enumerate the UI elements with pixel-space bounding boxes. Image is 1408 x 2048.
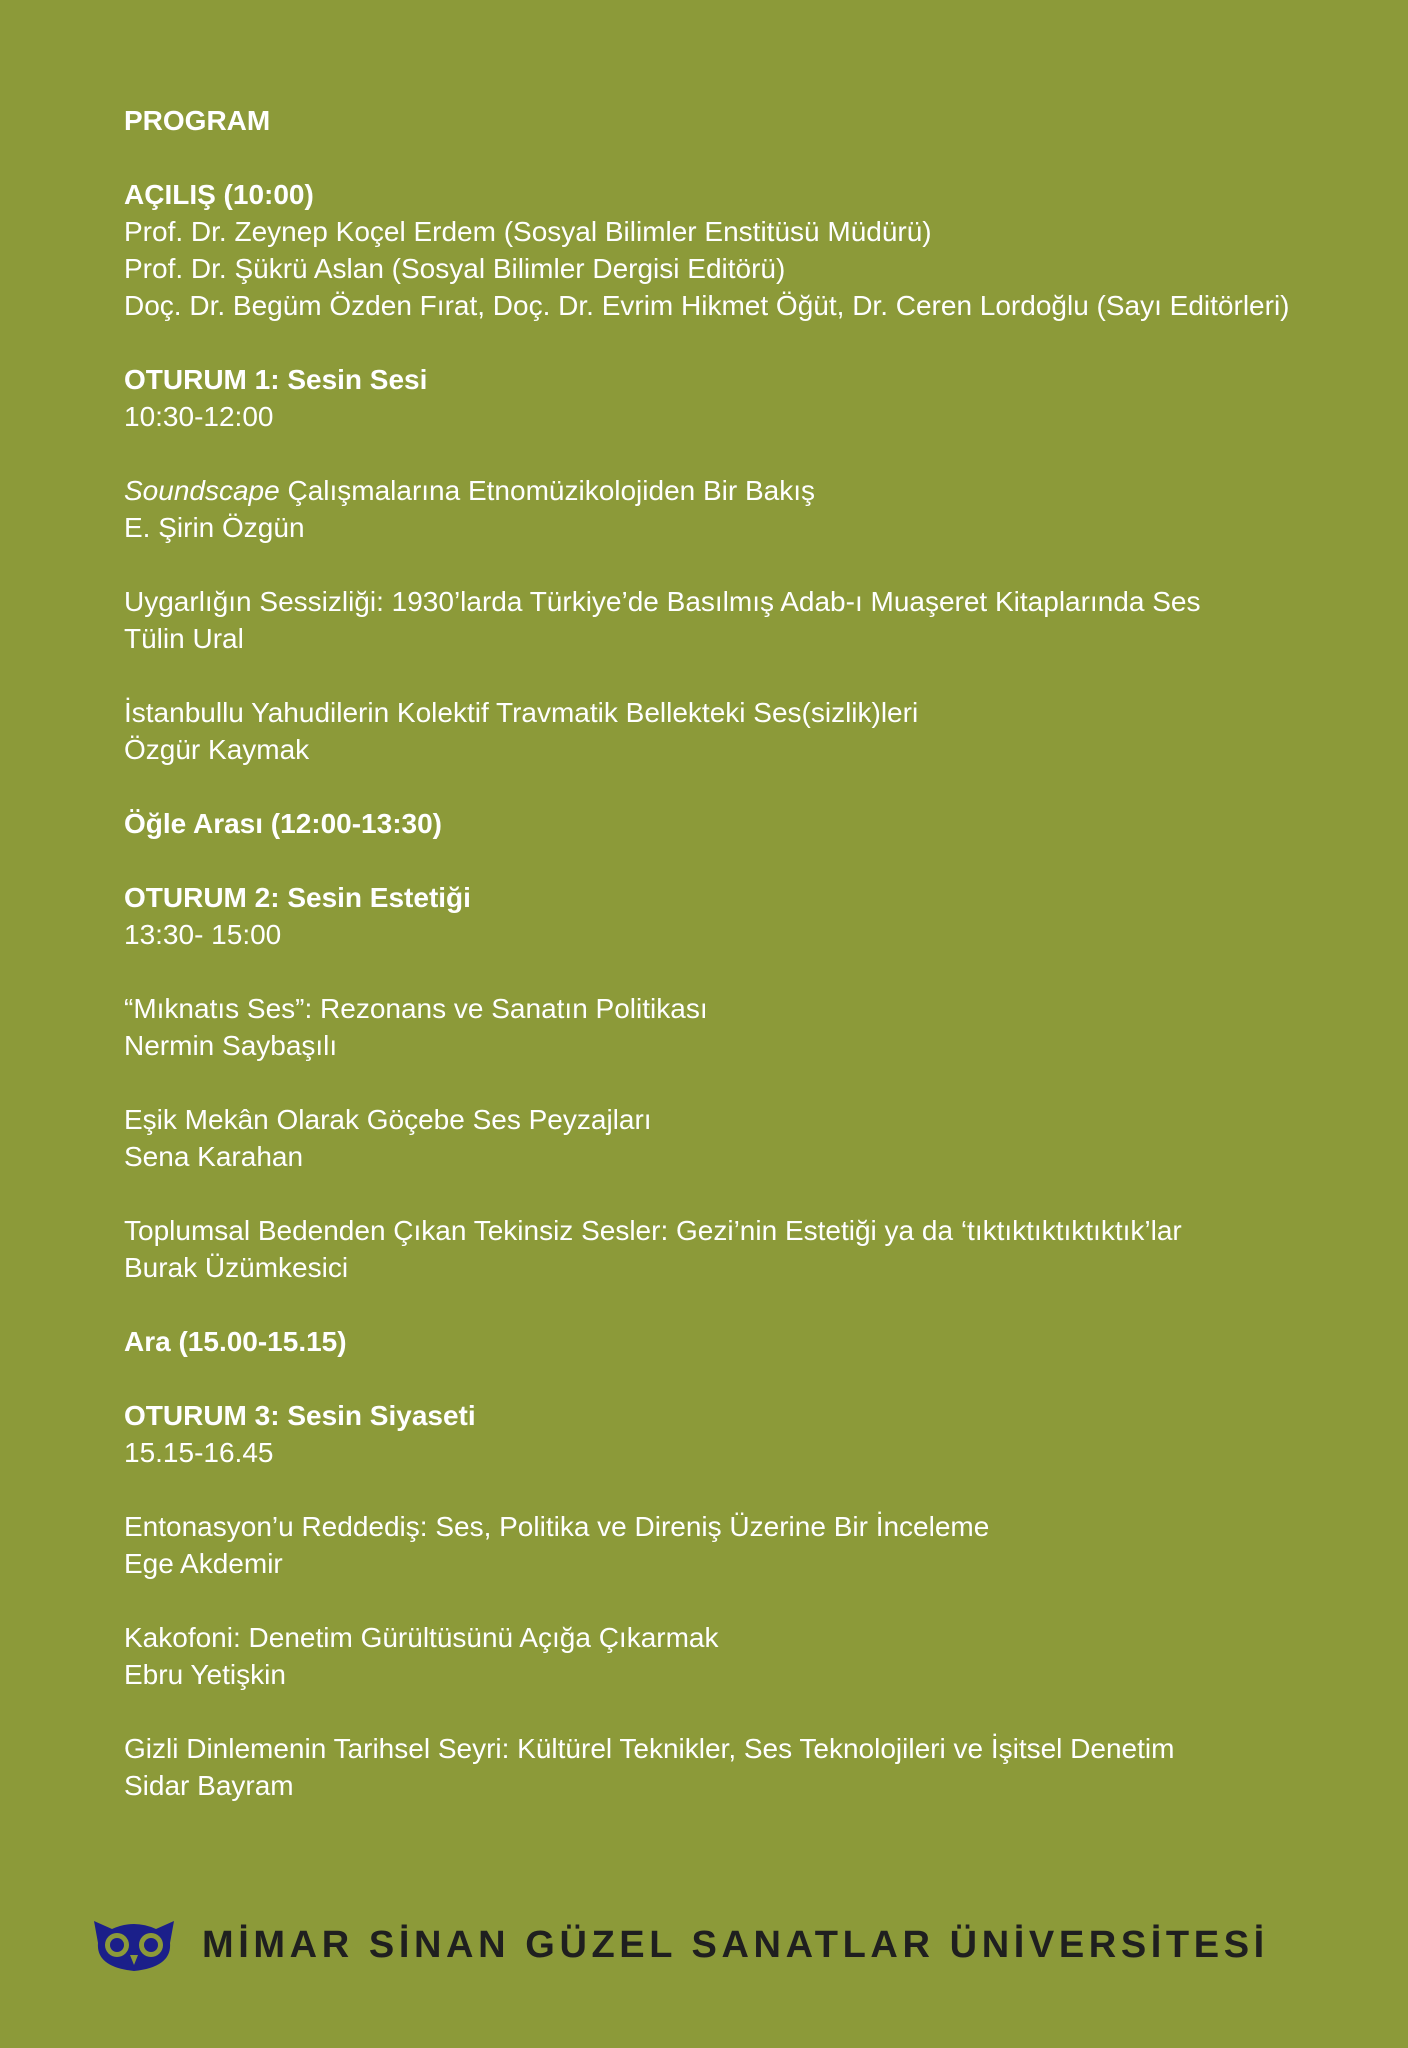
- talk-title-italic: Soundscape: [124, 475, 280, 506]
- opening-speaker: Prof. Dr. Şükrü Aslan (Sosyal Bilimler Dergisi Editörü): [124, 253, 786, 284]
- talk-title: “Mıknatıs Ses”: Rezonans ve Sanatın Politikası: [124, 993, 708, 1024]
- opening-speaker: Doç. Dr. Begüm Özden Fırat, Doç. Dr. Evrim Hikmet Öğüt, Dr. Ceren Lordoğlu (Sayı Editörleri): [124, 290, 1290, 321]
- talk-title: Toplumsal Bedenden Çıkan Tekinsiz Sesler: Gezi’nin Estetiği ya da ‘tıktıktıktıktıktık’lar: [124, 1215, 1182, 1246]
- talk-title: [124, 472, 1344, 509]
- talk-title: Eşik Mekân Olarak Göçebe Ses Peyzajları: [124, 1104, 652, 1135]
- footer: [92, 1915, 1269, 1975]
- university-name: MİMAR SİNAN GÜZEL SANATLAR ÜNİVERSİTESİ: [202, 1923, 1269, 1966]
- session-2-time: 13:30- 15:00: [124, 919, 282, 950]
- program-title: PROGRAM: [124, 105, 271, 136]
- talk-title: Gizli Dinlemenin Tarihsel Seyri: Kültürel Teknikler, Ses Teknolojileri ve İşitsel Denetim: [124, 1733, 1175, 1764]
- owl-logo-icon: [92, 1917, 176, 1973]
- talk-speaker: Ebru Yetişkin: [124, 1659, 286, 1690]
- session-3-time: 15.15-16.45: [124, 1437, 274, 1468]
- talk-speaker: Sidar Bayram: [124, 1770, 294, 1801]
- talk-title: Uygarlığın Sessizliği: 1930’larda Türkiye’de Basılmış Adab-ı Muaşeret Kitaplarında Ses: [124, 586, 1201, 617]
- talk-title-rest: Çalışmalarına Etnomüzikolojiden Bir Bakış: [279, 475, 816, 506]
- talk-speaker: Sena Karahan: [124, 1141, 304, 1172]
- lunch-break: Öğle Arası (12:00-13:30): [124, 808, 442, 839]
- talk-speaker: Ege Akdemir: [124, 1548, 283, 1579]
- program-document: [124, 102, 1344, 1804]
- talk-speaker: Özgür Kaymak: [124, 734, 310, 765]
- coffee-break: Ara (15.00-15.15): [124, 1326, 347, 1357]
- talk-speaker: E. Şirin Özgün: [124, 512, 305, 543]
- talk-title: Kakofoni: Denetim Gürültüsünü Açığa Çıkarmak: [124, 1622, 719, 1653]
- talk-title: İstanbullu Yahudilerin Kolektif Travmatik Bellekteki Ses(sizlik)leri: [124, 697, 919, 728]
- talk-title: Entonasyon’u Reddediş: Ses, Politika ve Direniş Üzerine Bir İnceleme: [124, 1511, 990, 1542]
- opening-speaker: Prof. Dr. Zeynep Koçel Erdem (Sosyal Bilimler Enstitüsü Müdürü): [124, 216, 932, 247]
- session-3-heading: OTURUM 3: Sesin Siyaseti: [124, 1400, 476, 1431]
- session-2-heading: OTURUM 2: Sesin Estetiği: [124, 882, 471, 913]
- opening-heading: AÇILIŞ (10:00): [124, 179, 314, 210]
- session-1-heading: OTURUM 1: Sesin Sesi: [124, 364, 428, 395]
- talk-speaker: Tülin Ural: [124, 623, 244, 654]
- talk-speaker: Nermin Saybaşılı: [124, 1030, 338, 1061]
- talk-speaker: Burak Üzümkesici: [124, 1252, 349, 1283]
- session-1-time: 10:30-12:00: [124, 401, 274, 432]
